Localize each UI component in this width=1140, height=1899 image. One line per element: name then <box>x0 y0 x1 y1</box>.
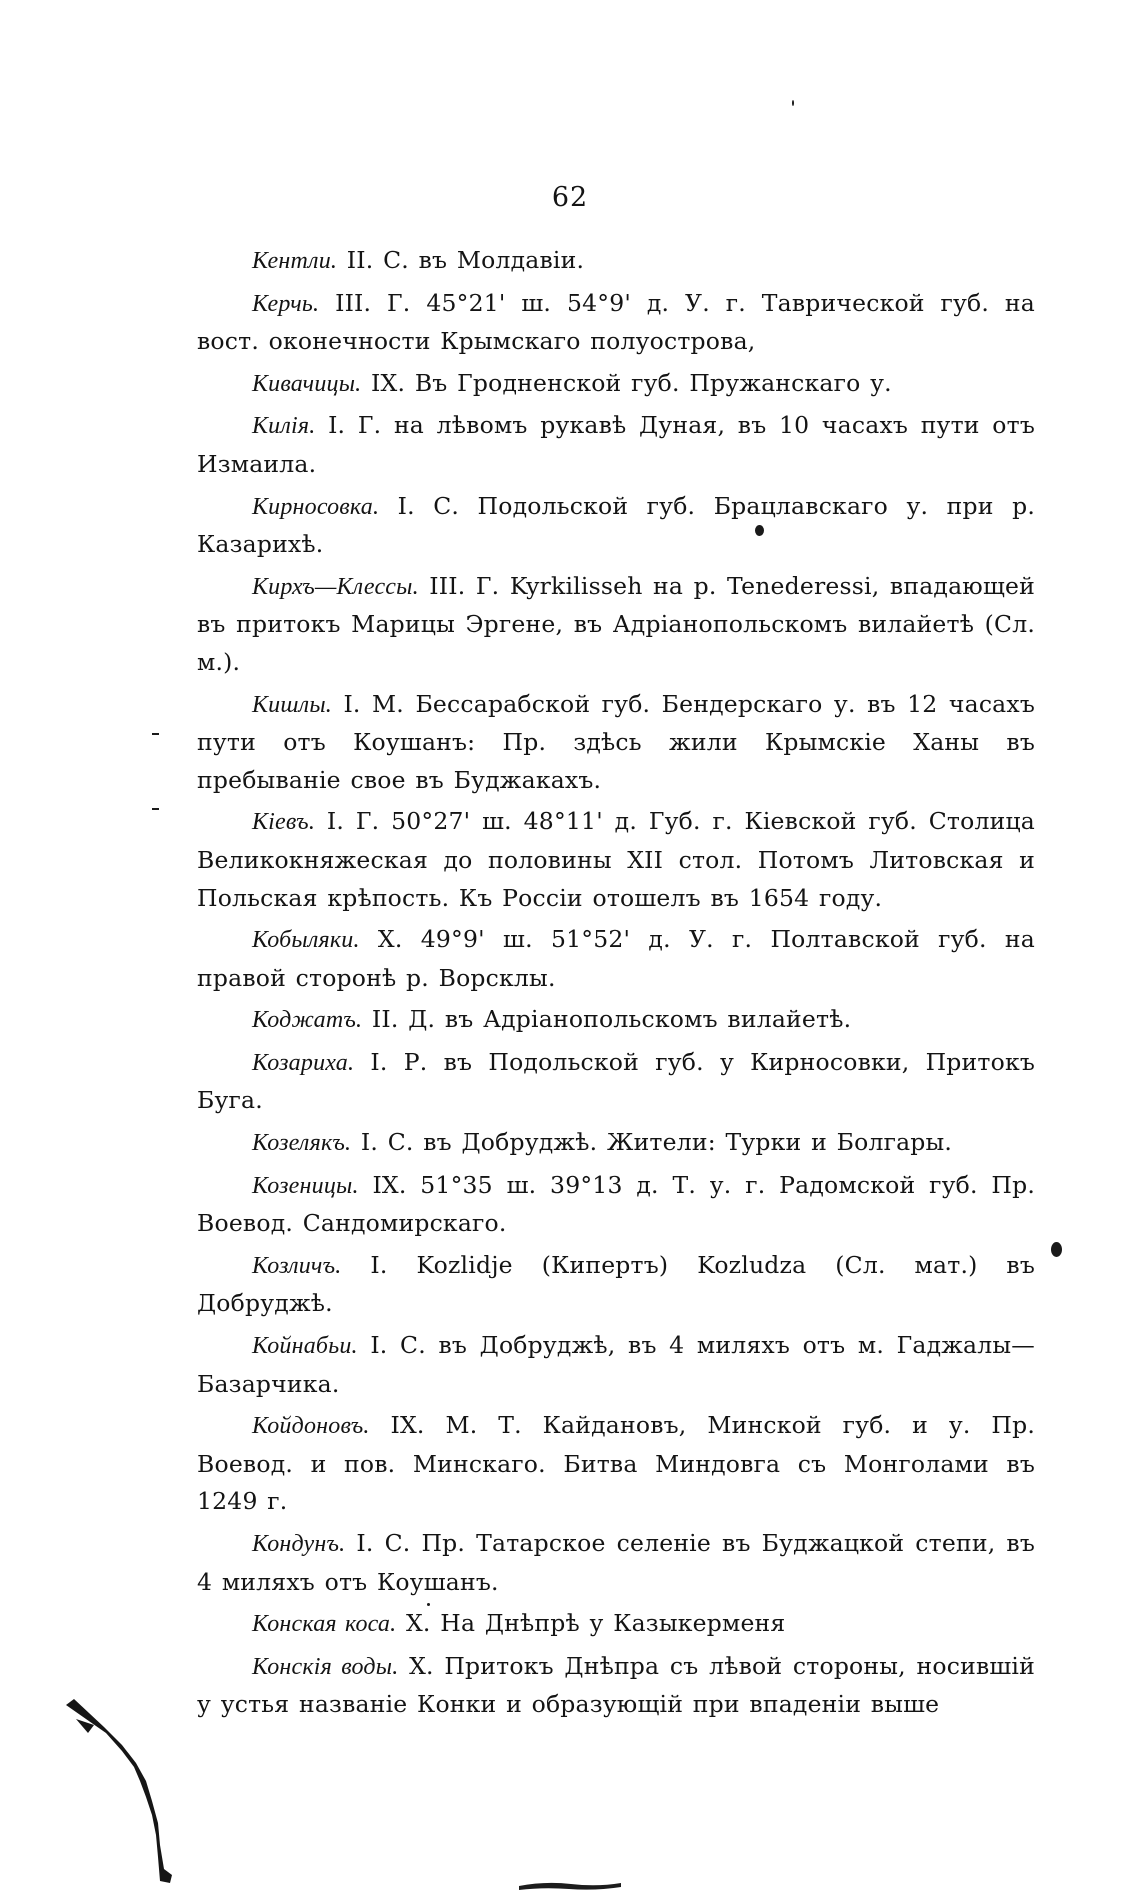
entry-text: X. 49°9' ш. 51°52' д. У. г. Полтавской губ. на правой сторонѣ р. Ворсклы. <box>197 925 1035 992</box>
entry-kerch <box>197 285 1035 361</box>
entry-term: Кіевъ. <box>252 809 316 836</box>
entry-text: III. Г. 45°21' ш. 54°9' д. У. г. Таврической губ. на вост. оконечности Крымскаго полуострова, <box>197 288 1035 356</box>
entry-term: Кобыляки. <box>252 927 360 954</box>
entry-kozelyak <box>197 1124 1035 1163</box>
entry-text: I. М. Бессарабской губ. Бендерскаго у. въ 12 часахъ пути отъ Коушанъ: Пр. здѣсь жили Крымскіе Ханы въ пребываніе свое въ Буджакахъ. <box>197 689 1035 794</box>
entry-kishly <box>197 686 1035 800</box>
entry-term: Козеницы. <box>252 1172 359 1199</box>
entry-term: Кивачицы. <box>252 370 362 397</box>
entry-term: Козелякъ. <box>252 1130 352 1157</box>
entry-term: Кишлы. <box>252 691 332 718</box>
entry-text: X. На Днѣпрѣ у Казыкерменя <box>396 1609 786 1638</box>
entry-term: Койдоновъ. <box>252 1413 370 1440</box>
entry-term: Козличъ. <box>252 1252 342 1279</box>
entry-text: X. Притокъ Днѣпра съ лѣвой стороны, носившій у устья названіе Конки и образующій при впаденіи выше <box>197 1651 1035 1719</box>
entry-text: I. Р. въ Подольской губ. у Кирносовки, Притокъ Буга. <box>197 1047 1035 1115</box>
entry-text: II. С. въ Молдавіи. <box>337 246 585 274</box>
scan-speck <box>427 1603 430 1606</box>
scan-margin-dash <box>152 808 159 810</box>
entry-term: Килія. <box>252 413 316 440</box>
entry-kozlich <box>197 1247 1035 1323</box>
entry-text: I. Г. на лѣвомъ рукавѣ Дуная, въ 10 часахъ пути отъ Измаила. <box>197 411 1035 478</box>
entry-text: II. Д. въ Адріанопольскомъ вилайетѣ. <box>362 1005 852 1034</box>
entry-kirkh-klessy <box>197 568 1035 682</box>
entry-kozarikha <box>197 1044 1035 1120</box>
entry-kiliya <box>197 407 1035 483</box>
entry-term: Козариха. <box>252 1049 355 1076</box>
entry-term: Кондунъ. <box>252 1531 346 1557</box>
scan-ink-blot <box>755 525 764 536</box>
entry-konskaya-kosa <box>197 1605 1035 1644</box>
entry-term: Кирносовка. <box>252 493 380 520</box>
entry-kentli <box>197 242 1035 281</box>
entry-text: IX. Въ Гродненской губ. Пружанскаго у. <box>361 368 892 397</box>
entry-term: Кентли. <box>252 248 338 274</box>
entry-kivachitsy <box>197 365 1035 404</box>
entry-term: Керчь. <box>252 290 320 317</box>
entry-text: I. С. въ Добруджѣ, въ 4 миляхъ отъ м. Гаджалы—Базарчика. <box>197 1331 1035 1398</box>
entry-kozenitsy <box>197 1167 1035 1243</box>
entry-text: I. С. Пр. Татарское селеніе въ Буджацкой степи, въ 4 миляхъ отъ Коушанъ. <box>197 1529 1035 1596</box>
entry-term: Конская коса. <box>252 1611 397 1638</box>
entry-text: IX. М. Т. Кайдановъ, Минской губ. и у. Пр. Воевод. и пов. Минскаго. Битва Миндовга съ Монголами въ 1249 г. <box>197 1411 1035 1516</box>
entry-text: I. С. въ Добруджѣ. Жители: Турки и Болгары. <box>351 1128 953 1157</box>
scan-edge-artifact <box>60 1685 200 1890</box>
scan-margin-dash <box>152 733 159 735</box>
entry-kobylyaki <box>197 921 1035 997</box>
gazetteer-entries <box>197 242 1035 1728</box>
entry-term: Коджатъ. <box>252 1007 363 1034</box>
entry-term: Кирхъ—Клессы. <box>252 573 419 600</box>
entry-text: III. Г. Kyrkilisseh на р. Tenederessi, впадающей въ притокъ Марицы Эргене, въ Адріанопольскомъ вилайетѣ (Сл. м.). <box>197 571 1035 676</box>
page-number: 62 <box>551 182 589 213</box>
scan-bottom-smudge <box>515 1878 625 1892</box>
entry-text: I. С. Подольской губ. Брацлавскаго у. при р. Казарихѣ. <box>197 491 1035 559</box>
entry-konskiya-vody <box>197 1648 1035 1724</box>
entry-kodzhat <box>197 1001 1035 1040</box>
entry-text: I. Kozlidje (Кипертъ) Kozludza (Сл. мат.) въ Добруджѣ. <box>197 1250 1035 1318</box>
entry-koydonov <box>197 1407 1035 1521</box>
entry-term: Конскія воды. <box>252 1653 399 1680</box>
entry-term: Койнабьи. <box>252 1333 358 1360</box>
entry-kondun <box>197 1525 1035 1601</box>
scan-ink-blot <box>1051 1242 1062 1257</box>
entry-koynabi <box>197 1327 1035 1403</box>
entry-text: IX. 51°35 ш. 39°13 д. Т. у. г. Радомской губ. Пр. Воевод. Сандомирскаго. <box>197 1170 1035 1238</box>
entry-kirnosovka <box>197 488 1035 564</box>
entry-kiev <box>197 803 1035 917</box>
scan-speck <box>792 100 794 106</box>
entry-text: I. Г. 50°27' ш. 48°11' д. Губ. г. Кіевской губ. Столица Великокняжеская до половины XII стол. Потомъ Литовская и Польская крѣпость. Къ Россіи отошелъ въ 1654 году. <box>197 807 1035 912</box>
